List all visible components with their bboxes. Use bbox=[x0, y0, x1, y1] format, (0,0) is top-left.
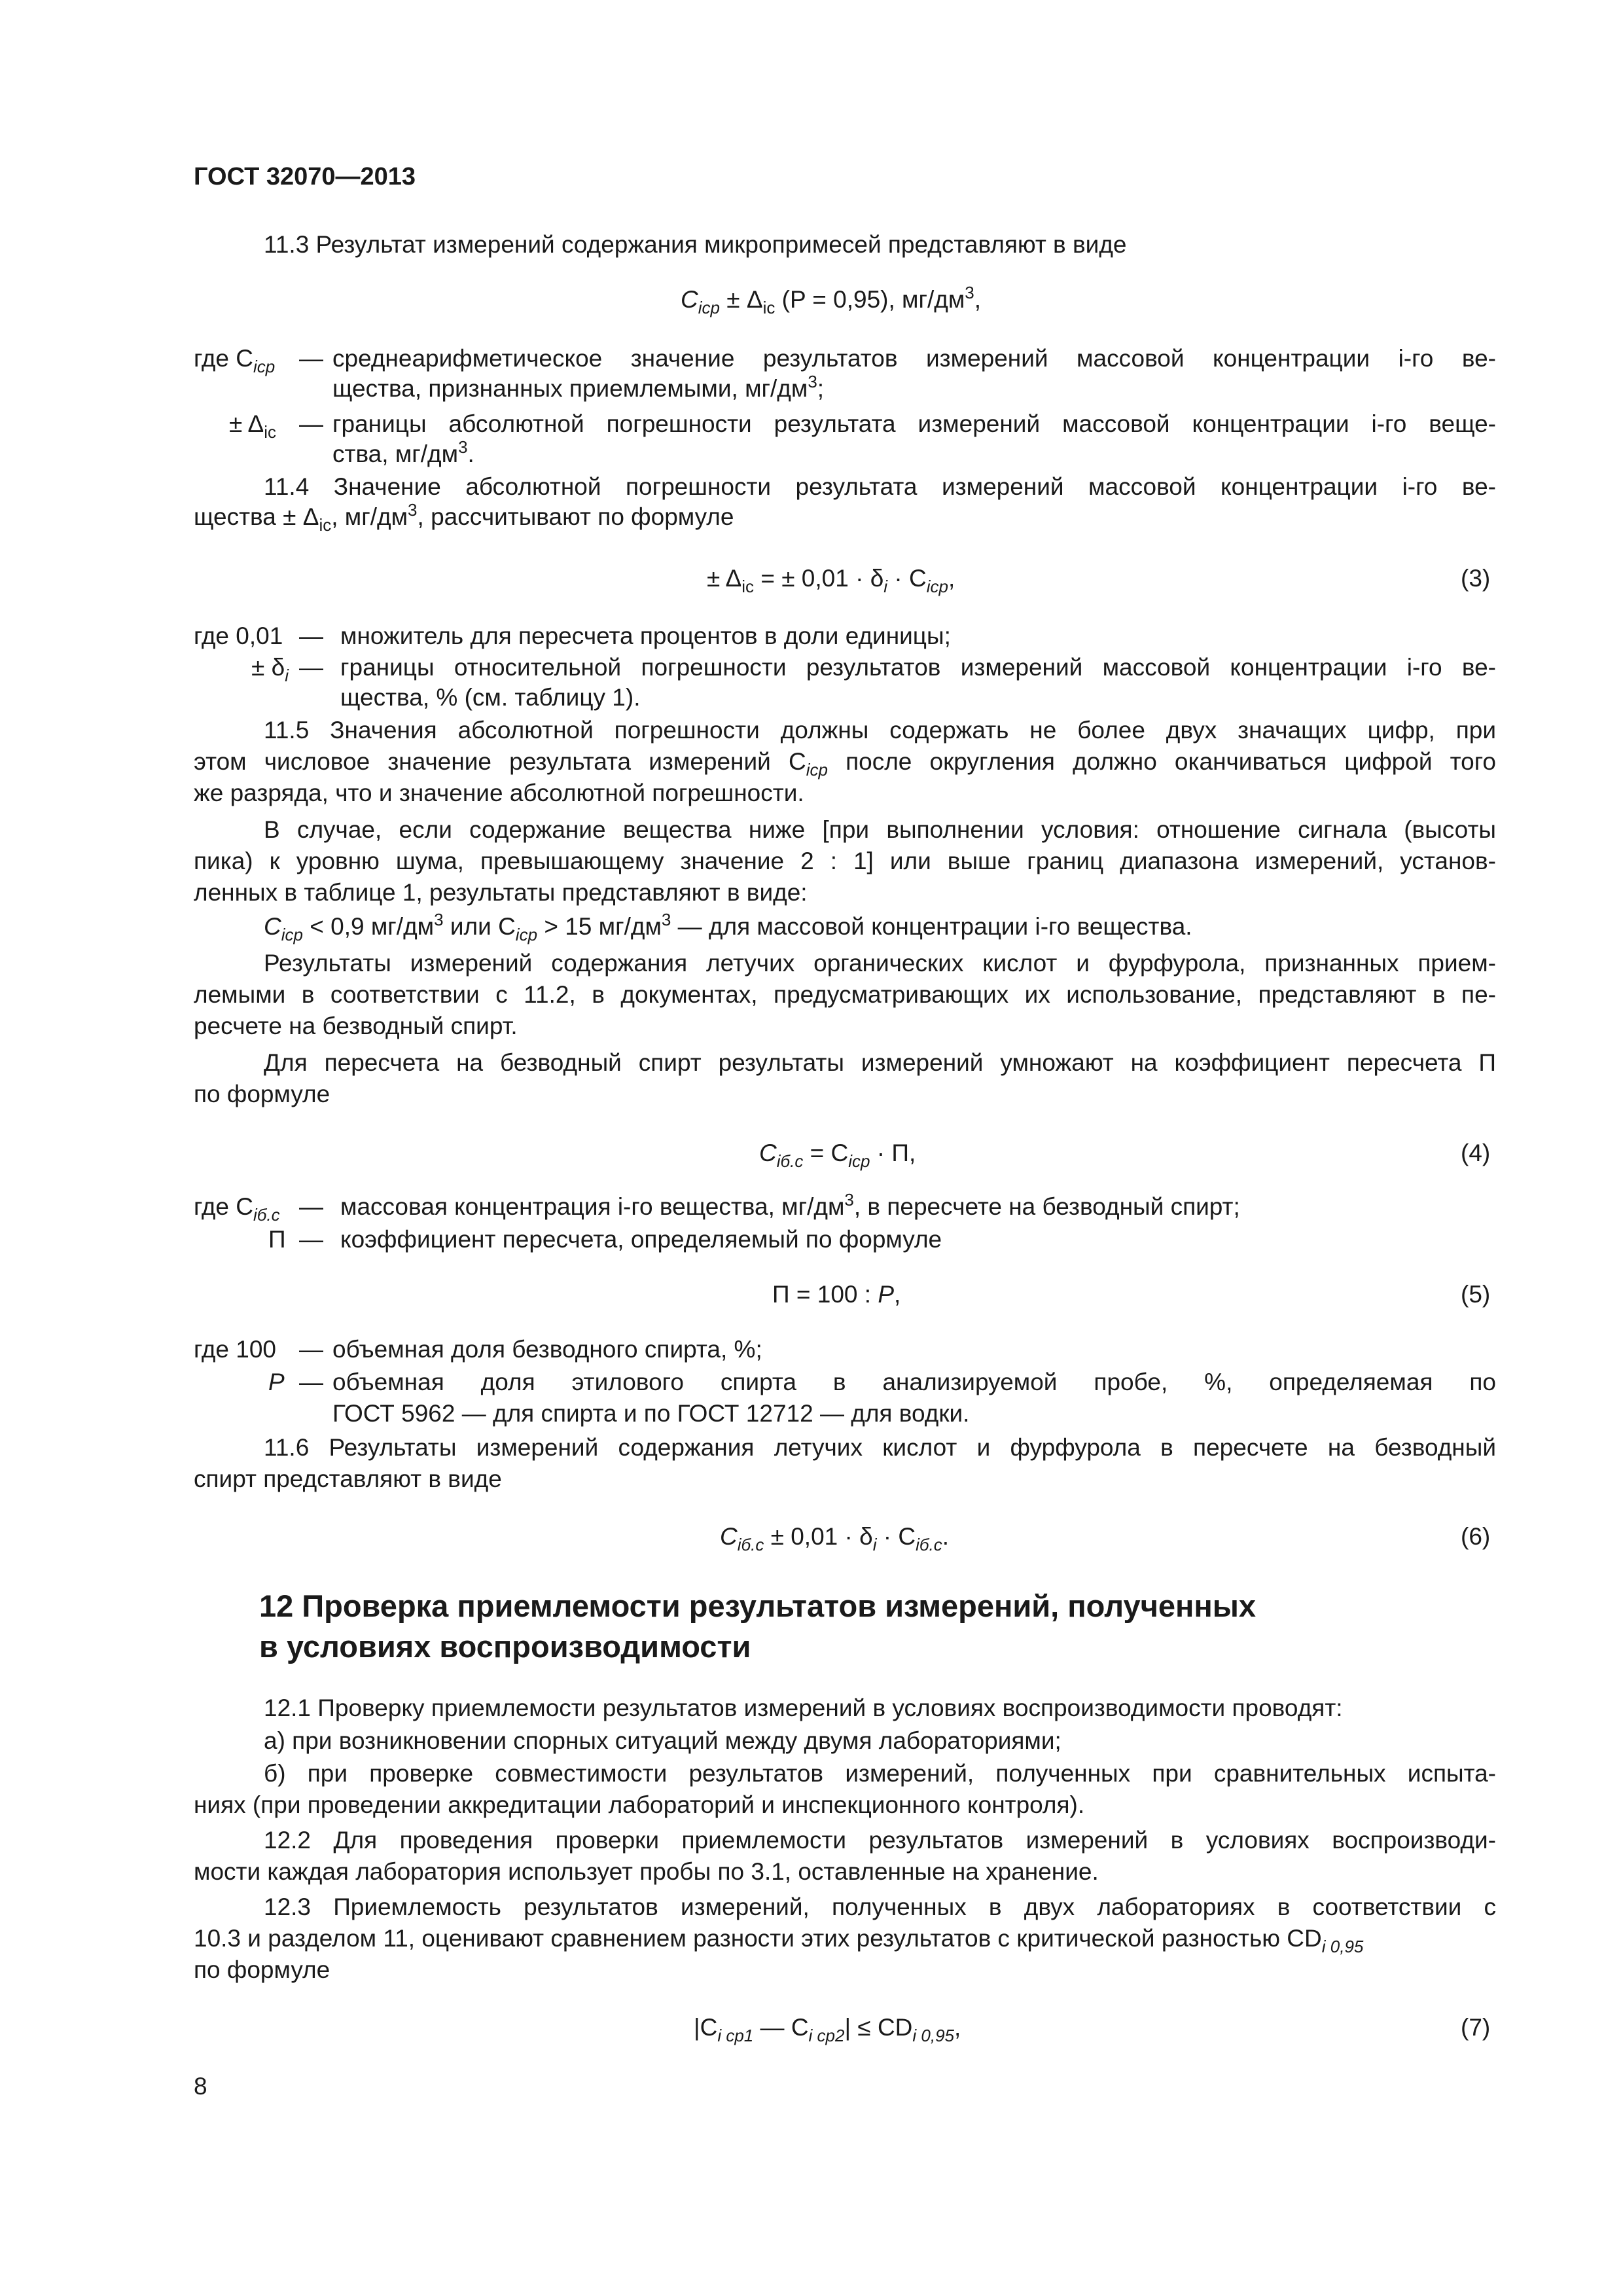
paragraph-11-5: этом числовое значение результата измерений $C_{iср}$ после округления должно оканчиваться цифрой того bbox=[194, 748, 1496, 780]
paragraph-limits: $C_{iср} < 0,9$ $мг/дм^3$ или $C_{iср} > 15$ $мг/дм^3$ — для массовой концентрации i-го вещества. bbox=[264, 910, 1192, 944]
paragraph-12-1: 12.1 Проверку приемлемости результатов измерений в условиях воспроизводимости проводят: bbox=[264, 1695, 1343, 1721]
formula-result: $C_{iср} \pm \Delta_{ic}$ (P = 0,95), $мг/дм^3$, bbox=[681, 283, 982, 317]
paragraph-12-3: по формуле bbox=[194, 1956, 330, 1983]
paragraph-results: ресчете на безводный спирт. bbox=[194, 1013, 518, 1039]
formula-4: $C_{iб.с} = C_{iср} \cdot П$, bbox=[759, 1139, 916, 1171]
formula-5: П = 100 : P, bbox=[772, 1281, 901, 1308]
formula-number: (4) bbox=[1461, 1139, 1491, 1166]
formula-3: ± $\Delta_{ic}$ = ± $0,01 \cdot \delta_i \cdot C_{iср}$, bbox=[707, 565, 955, 596]
paragraph-12-3: 10.3 и разделом 11, оценивают сравнением разности этих результатов с критической разностью $CD_{i 0,95}$ bbox=[194, 1925, 1364, 1956]
definition-text: множитель для пересчета процентов в доли единицы; bbox=[340, 622, 951, 649]
paragraph-results: Результаты измерений содержания летучих органических кислот и фурфурола, признанных прием- bbox=[264, 950, 1496, 977]
definition-lead: ± $\Delta_{ic}$ bbox=[229, 410, 277, 442]
definition-dash: — bbox=[299, 1193, 323, 1220]
paragraph-11-4: щества ± $\Delta_{ic}$, $мг/дм^3$, рассчитывают по формуле bbox=[194, 500, 734, 535]
section-12-heading: в условиях воспроизводимости bbox=[259, 1629, 751, 1664]
definition-dash: — bbox=[299, 1336, 323, 1363]
paragraph-12-1a: а) при возникновении спорных ситуаций между двумя лабораториями; bbox=[264, 1727, 1061, 1754]
definition-text: границы абсолютной погрешности результата измерений массовой концентрации i-го веще- bbox=[332, 410, 1496, 437]
formula-6: $C_{iб.с} \pm 0,01 \cdot \delta_i \cdot C_{iб.с}$. bbox=[720, 1523, 950, 1554]
definition-lead: где $C_{iб.с}$ bbox=[194, 1193, 280, 1225]
definition-lead: P bbox=[268, 1369, 285, 1395]
definition-lead: где 100 bbox=[194, 1336, 277, 1363]
definition-text: объемная доля этилового спирта в анализируемой пробе, %, определяемая по bbox=[332, 1369, 1496, 1395]
paragraph-11-4: 11.4 Значение абсолютной погрешности результата измерений массовой концентрации i-го ве- bbox=[264, 473, 1496, 500]
definition-dash: — bbox=[299, 622, 323, 649]
definition-text: ства, $мг/дм^3$. bbox=[332, 437, 474, 467]
paragraph-case: ленных в таблице 1, результаты представляют в виде: bbox=[194, 879, 808, 906]
page-number: 8 bbox=[194, 2073, 207, 2100]
paragraph-11-6: 11.6 Результаты измерений содержания летучих кислот и фурфурола в пересчете на безводный bbox=[264, 1434, 1496, 1461]
definition-dash: — bbox=[299, 345, 323, 372]
paragraph-case: пика) к уровню шума, превышающему значение 2 : 1] или выше границ диапазона измерений, установ- bbox=[194, 848, 1496, 874]
definition-text: массовая концентрация i-го вещества, $мг/дм^3$, в пересчете на безводный спирт; bbox=[340, 1190, 1240, 1220]
definition-lead: где 0,01 bbox=[194, 622, 283, 649]
definition-text: ГОСТ 5962 — для спирта и по ГОСТ 12712 — для водки. bbox=[332, 1400, 970, 1427]
formula-7: $|C_{i ср1}$ — $C_{i ср2}| \le CD_{i 0,95}$, bbox=[694, 2014, 961, 2045]
definition-text: щества, признанных приемлемыми, $мг/дм^3$; bbox=[332, 372, 825, 402]
paragraph-12-1b: ниях (при проведении аккредитации лабораторий и инспекционного контроля). bbox=[194, 1791, 1085, 1818]
definition-lead: П bbox=[268, 1226, 286, 1253]
formula-number: (5) bbox=[1461, 1281, 1491, 1308]
paragraph-recalc: по формуле bbox=[194, 1081, 330, 1107]
paragraph-11-5: 11.5 Значения абсолютной погрешности должны содержать не более двух значащих цифр, при bbox=[264, 717, 1496, 744]
definition-text: границы относительной погрешности результатов измерений массовой концентрации i-го ве- bbox=[340, 654, 1496, 681]
definition-dash: — bbox=[299, 1369, 323, 1395]
paragraph-12-3: 12.3 Приемлемость результатов измерений, полученных в двух лабораториях в соответствии с bbox=[264, 1893, 1496, 1920]
definition-text: коэффициент пересчета, определяемый по формуле bbox=[340, 1226, 942, 1253]
formula-number: (3) bbox=[1461, 565, 1491, 592]
paragraph-12-2: мости каждая лаборатория использует пробы по 3.1, оставленные на хранение. bbox=[194, 1858, 1099, 1885]
paragraph-case: В случае, если содержание вещества ниже [при выполнении условия: отношение сигнала (высоты bbox=[264, 816, 1496, 843]
definition-lead: где $C_{iср}$ bbox=[194, 345, 276, 376]
paragraph-11-6: спирт представляют в виде bbox=[194, 1465, 502, 1492]
definition-dash: — bbox=[299, 410, 323, 437]
section-12-heading: 12 Проверка приемлемости результатов измерений, полученных bbox=[259, 1588, 1257, 1623]
definition-text: щества, % (см. таблицу 1). bbox=[340, 684, 641, 711]
document-header: ГОСТ 32070—2013 bbox=[194, 163, 416, 190]
paragraph-recalc: Для пересчета на безводный спирт результаты измерений умножают на коэффициент пересчета П bbox=[264, 1049, 1496, 1076]
definition-dash: — bbox=[299, 1226, 323, 1253]
paragraph-11-5: же разряда, что и значение абсолютной погрешности. bbox=[194, 780, 804, 806]
definition-text: объемная доля безводного спирта, %; bbox=[332, 1336, 762, 1363]
paragraph-11-3: 11.3 Результат измерений содержания микропримесей представляют в виде bbox=[264, 231, 1127, 258]
definition-text: среднеарифметическое значение результатов измерений массовой концентрации i-го ве- bbox=[332, 345, 1496, 372]
formula-number: (7) bbox=[1461, 2014, 1491, 2041]
definition-dash: — bbox=[299, 654, 323, 681]
formula-number: (6) bbox=[1461, 1523, 1491, 1550]
definition-lead: ± $\delta_i$ bbox=[251, 654, 289, 685]
paragraph-results: лемыми в соответствии с 11.2, в документах, предусматривающих их использование, представляют в пе- bbox=[194, 981, 1496, 1008]
paragraph-12-1b: б) при проверке совместимости результатов измерений, полученных при сравнительных испыта- bbox=[264, 1760, 1496, 1787]
paragraph-12-2: 12.2 Для проведения проверки приемлемости результатов измерений в условиях воспроизводи- bbox=[264, 1827, 1496, 1854]
